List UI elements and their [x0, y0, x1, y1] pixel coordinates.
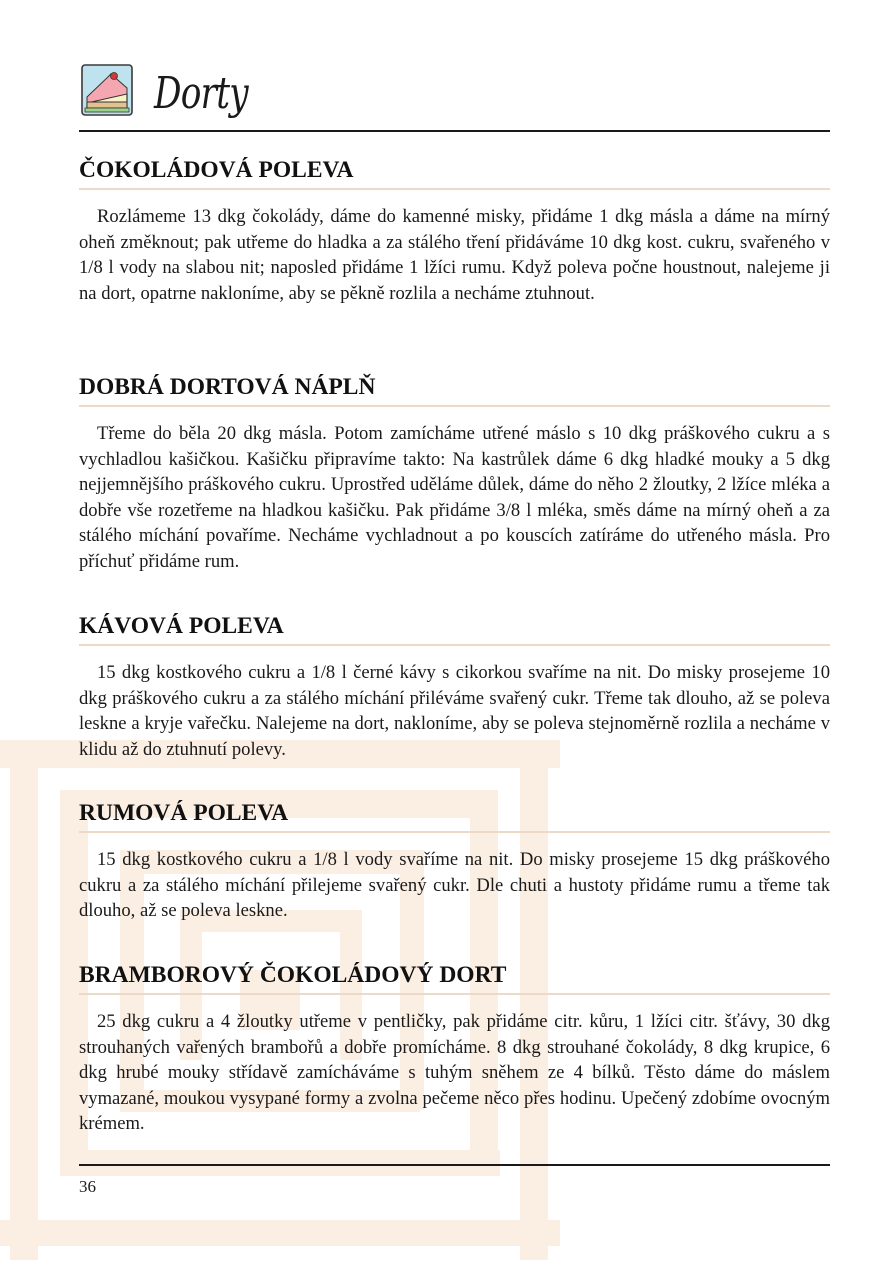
recipe-section-chocolate-glaze	[79, 156, 830, 306]
recipe-section-coffee-glaze	[79, 612, 830, 762]
recipe-section-potato-chocolate-cake	[79, 961, 830, 1137]
section-heading: BRAMBOROVÝ ČOKOLÁDOVÝ DORT	[79, 961, 830, 995]
recipe-section-rum-glaze	[79, 799, 830, 924]
recipe-section-cake-filling	[79, 373, 830, 575]
section-heading: KÁVOVÁ POLEVA	[79, 612, 830, 646]
section-text: Rozlámeme 13 dkg čokolády, dáme do kamenné misky, přidáme 1 dkg másla a dáme na mírný oheň změknout; pak utřeme do hladka a za stálého tření přidáváme 10 dkg kost. cukru, svařeného v 1/8 l vody na slabou nit; naposled přidáme 1 lžíci rumu. Když poleva počne houstnout, nalejeme ji na dort, opatrne nakloníme, aby se pěkně rozlila a necháme ztuhnout.	[79, 206, 830, 304]
page-title: Dorty	[154, 68, 248, 119]
section-text: Třeme do běla 20 dkg másla. Potom zamícháme utřené máslo s 10 dkg práškového cukru a s vychladlou kašičkou. Kašičku připravíme takto: Na kastrůlek dáme 6 dkg hladké mouky a 5 dkg nejjemnějšího práškového cukru. Uprostřed uděláme důlek, dáme do něho 2 žloutky, 2 lžíce mléka a dobře vše rozetřeme na hladkou kašičku. Pak přidáme 3/8 l mléka, směs dáme na mírný oheň a za stálého míchání povaříme. Necháme vychladnout a po kouscích zatíráme do utřeného másla. Pro příchuť přidáme rum.	[79, 423, 830, 572]
page-number: 36	[79, 1177, 96, 1196]
footer-divider	[79, 1164, 830, 1166]
page-header	[79, 60, 830, 134]
cake-slice-icon	[81, 64, 133, 116]
header-divider	[79, 130, 830, 132]
section-text: 25 dkg cukru a 4 žloutky utřeme v pentličky, pak přidáme citr. kůru, 1 lžíci citr. šťávy, 30 dkg strouhaných vařených brambořů a dobře promícháme. 8 dkg strouhané čokolády, 8 dkg krupice, 6 dkg hrubé mouky střídavě zamícháváme s tuhým sněhem ze 4 bílků. Těsto dáme do máslem vymazané, moukou vysypané formy a zvolna pečeme něco přes hodinu. Upečený zdobíme ovocným krémem.	[79, 1011, 830, 1135]
section-heading: RUMOVÁ POLEVA	[79, 799, 830, 833]
section-text: 15 dkg kostkového cukru a 1/8 l černé kávy s cikorkou svaříme na nit. Do misky prosejeme 10 dkg práškového cukru a za stálého míchání přiléváme svařený cukr. Třeme tak dlouho, až se poleva leskne a kryje vařečku. Nalejeme na dort, nakloníme, aby se poleva stejnoměrně rozlila a necháme v klidu až do ztuhnutí polevy.	[79, 662, 830, 760]
section-text: 15 dkg kostkového cukru a 1/8 l vody svaříme na nit. Do misky prosejeme 15 dkg práškového cukru a za stálého míchání přilejeme svařený cukr. Dle chuti a hustoty přidáme rumu a třeme tak dlouho, až se poleva leskne.	[79, 849, 830, 922]
section-heading: DOBRÁ DORTOVÁ NÁPLŇ	[79, 373, 830, 407]
section-heading: ČOKOLÁDOVÁ POLEVA	[79, 156, 830, 190]
